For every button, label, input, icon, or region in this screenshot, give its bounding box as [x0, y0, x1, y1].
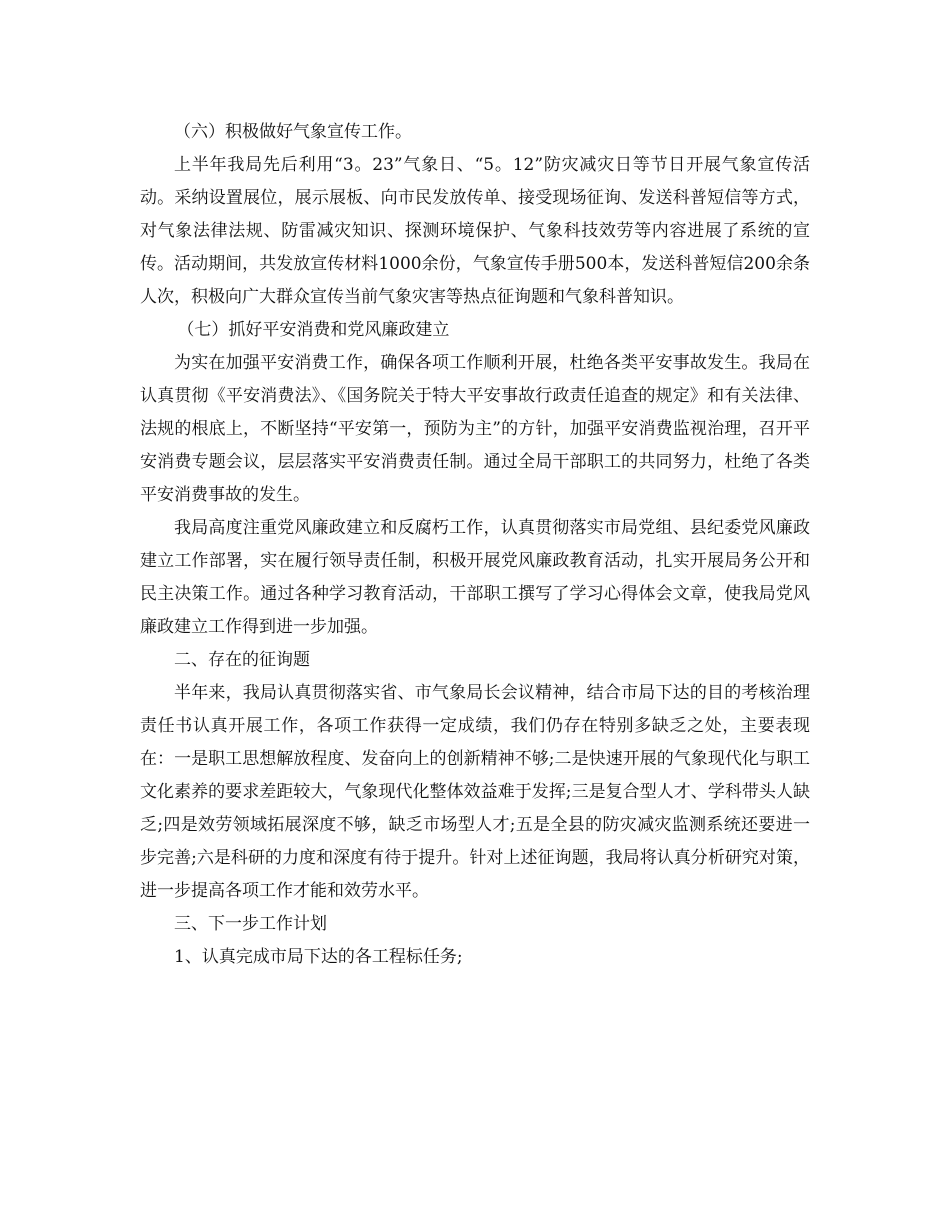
paragraph-publicity: 上半年我局先后利用“3。23”气象日、“5。12”防灾减灾日等节日开展气象宣传活动。采纳设置展位，展示展板、向市民发放传单、接受现场征询、发送科普短信等方式，对气象法律法规、防雷减灾知识、探测环境保护、气象科技效劳等内容进展了系统的宣传。活动期间，共发放宣传材料1000余份，气象宣传手册500本，发送科普短信200余条人次，积极向广大群众宣传当前气象灾害等热点征询题和气象科普知识。 [140, 155, 810, 307]
section-heading-problems: 二、存在的征询题 [174, 650, 310, 670]
document-body [140, 116, 810, 974]
paragraph-plan-item-1: 1、认真完成市局下达的各工程标任务; [174, 947, 463, 967]
section-heading-7: （七）抓好平安消费和党风廉政建立 [177, 320, 450, 340]
section-heading-6: （六）积极做好气象宣传工作。 [174, 122, 412, 142]
paragraph-problems: 半年来，我局认真贯彻落实省、市气象局长会议精神，结合市局下达的目的考核治理责任书认真开展工作，各项工作获得一定成绩，我们仍存在特别多缺乏之处，主要表现在：一是职工思想解放程度、发奋向上的创新精神不够;二是快速开展的气象现代化与职工文化素养的要求差距较大，气象现代化整体效益难于发挥;三是复合型人才、学科带头人缺乏;四是效劳领域拓展深度不够，缺乏市场型人才;五是全县的防灾减灾监测系统还要进一步完善;六是科研的力度和深度有待于提升。针对上述征询题，我局将认真分析研究对策，进一步提高各项工作才能和效劳水平。 [140, 683, 810, 901]
paragraph-safety: 为实在加强平安消费工作，确保各项工作顺利开展，杜绝各类平安事故发生。我局在认真贯彻《平安消费法》、《国务院关于特大平安事故行政责任追查的规定》和有关法律、法规的根底上，不断坚持“平安第一，预防为主”的方针，加强平安消费监视治理，召开平安消费专题会议，层层落实平安消费责任制。通过全局干部职工的共同努力，杜绝了各类平安消费事故的发生。 [140, 353, 810, 505]
section-heading-plan: 三、下一步工作计划 [174, 914, 327, 934]
paragraph-integrity: 我局高度注重党风廉政建立和反腐朽工作，认真贯彻落实市局党组、县纪委党风廉政建立工作部署，实在履行领导责任制，积极开展党风廉政教育活动，扎实开展局务公开和民主决策工作。通过各种学习教育活动，干部职工撰写了学习心得体会文章，使我局党风廉政建立工作得到进一步加强。 [140, 518, 810, 637]
